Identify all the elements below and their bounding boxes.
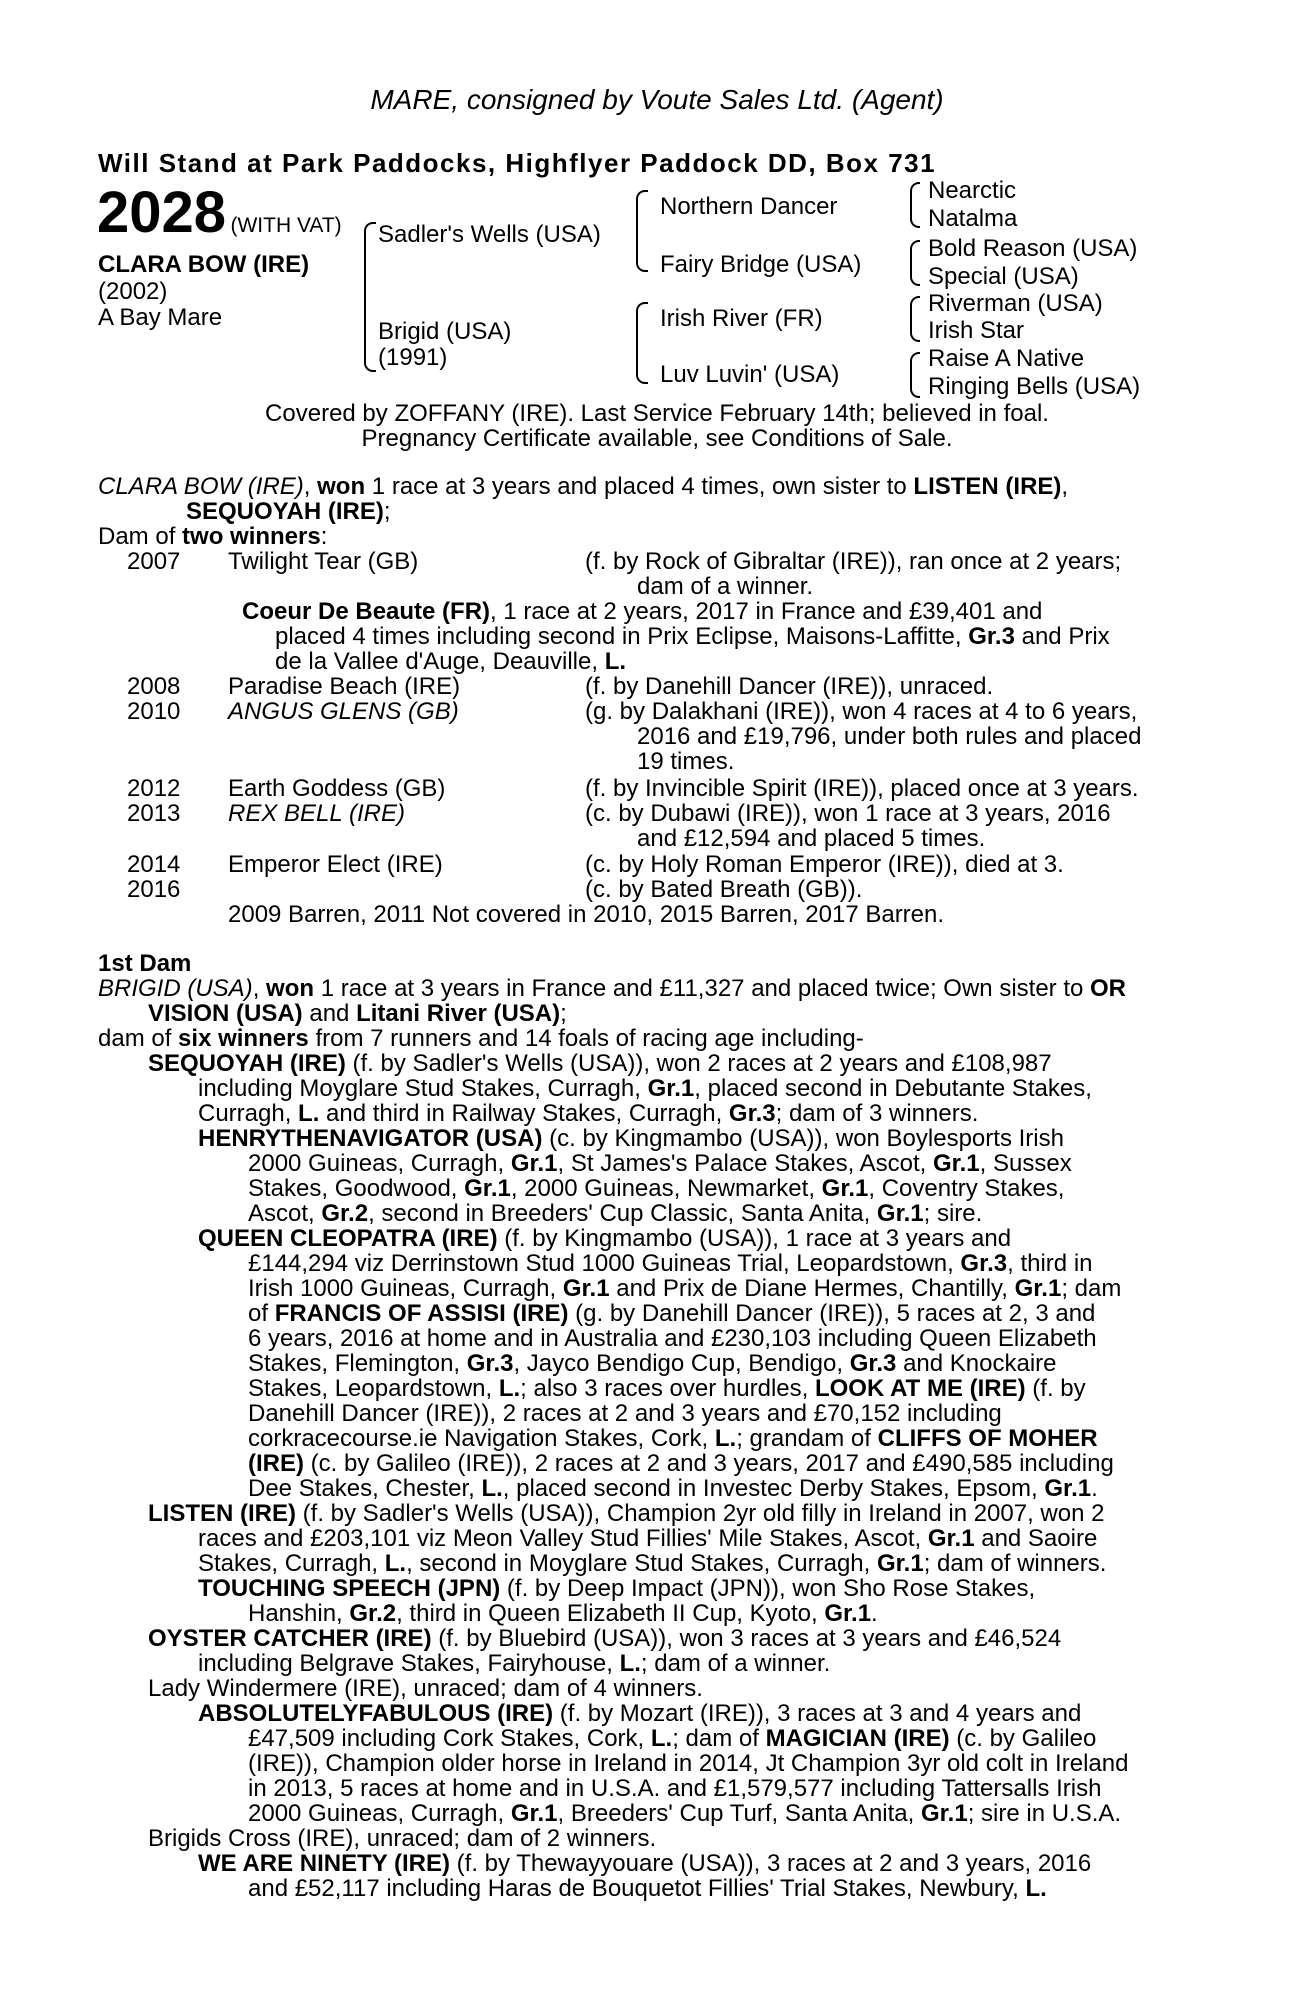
first-dam-line2 xyxy=(148,1001,567,1026)
dam-text: 1 race at 3 years in France and £11,327 and placed twice; Own sister to xyxy=(314,975,1091,1002)
entry-text: of xyxy=(248,1300,275,1327)
coeur-de-beaute xyxy=(242,599,1190,624)
pedigree-brace-ggs4-upper xyxy=(910,352,920,376)
produce-desc-cont: 19 times. xyxy=(637,748,735,775)
queen-line8: Danehill Dancer (IRE)), 2 races at 2 and 3 years and £70,152 including xyxy=(248,1400,1002,1427)
grade-badge: Gr.3 xyxy=(960,1250,1008,1277)
entry-text: ; grandam of xyxy=(736,1425,878,1452)
entry-text: . xyxy=(871,1600,878,1627)
entry-text: Stakes, Leopardstown, xyxy=(248,1375,499,1402)
absol-line4: in 2013, 5 races at home and in U.S.A. and £1,579,577 including Tattersalls Irish xyxy=(248,1775,1102,1802)
produce-year: 2008 xyxy=(127,673,181,700)
horse-bold: OYSTER CATCHER (IRE) xyxy=(148,1625,432,1652)
produce-year: 2010 xyxy=(127,698,181,725)
entry-text: ; dam of a winner. xyxy=(640,1650,831,1677)
entry-text: £144,294 viz Derrinstown Stud 1000 Guineas Trial, Leopardstown, xyxy=(248,1250,961,1277)
entry-text: (g. by Danehill Dancer (IRE)), 5 races at 2, 3 and xyxy=(568,1300,1096,1327)
entry-text: and Knockaire xyxy=(896,1350,1057,1377)
produce-desc-cont: 2016 and £19,796, under both rules and placed xyxy=(637,723,1142,750)
listed-badge: L. xyxy=(298,1100,320,1127)
horse-bold: LISTEN (IRE) xyxy=(148,1500,296,1527)
entry-text: races and £203,101 viz Meon Valley Stud Fillies' Mile Stakes, Ascot, xyxy=(198,1525,928,1552)
grade-badge: Gr.1 xyxy=(932,1150,980,1177)
punct: , xyxy=(252,975,267,1002)
entry-text: Stakes, Goodwood, xyxy=(248,1175,465,1202)
ninety-line2 xyxy=(248,1876,1047,1901)
henry-entry xyxy=(198,1126,1190,1151)
produce-desc: (f. by Rock of Gibraltar (IRE)), ran once at 2 years; xyxy=(585,548,1122,575)
grade-badge: Gr.1 xyxy=(510,1800,558,1827)
grade-badge: Gr.1 xyxy=(876,1200,924,1227)
listed-badge: L. xyxy=(650,1725,673,1752)
produce-year: 2016 xyxy=(127,876,181,903)
queen-line3 xyxy=(248,1276,1190,1301)
entry-text: (f. by Bluebird (USA)), won 3 races at 3 years and £46,524 xyxy=(431,1625,1062,1652)
pedigree-brace-upper xyxy=(364,222,376,298)
great-grandparent-8: Ringing Bells (USA) xyxy=(928,373,1141,400)
pedigree-brace-ggs1-upper xyxy=(910,182,920,206)
produce-year: 2014 xyxy=(127,851,181,878)
entry-text: ; dam of winners. xyxy=(923,1550,1107,1577)
six-winners: six winners xyxy=(178,1025,309,1052)
listed-badge: L. xyxy=(481,1475,503,1502)
dam-text: dam of xyxy=(98,1025,179,1052)
entry-text: and £52,117 including Haras de Bouquetot Fillies' Trial Stakes, Newbury, xyxy=(248,1875,1026,1902)
grade-badge: Gr.1 xyxy=(927,1525,975,1552)
listed-badge: L. xyxy=(604,648,627,675)
entry-text: , third in xyxy=(1007,1250,1093,1277)
entry-text: , Coventry Stakes, xyxy=(868,1175,1065,1202)
dam-year: (1991) xyxy=(378,344,448,371)
horse-bold: FRANCIS OF ASSISI (IRE) xyxy=(274,1300,569,1327)
queen-line10 xyxy=(248,1451,1190,1476)
pedigree-brace-sire-lower xyxy=(636,230,648,272)
entry-text: and Prix de Diane Hermes, Chantilly, xyxy=(609,1275,1015,1302)
absol-line5 xyxy=(248,1801,1121,1826)
dam-name-italic: BRIGID (USA) xyxy=(98,975,253,1002)
grade-badge: Gr.2 xyxy=(321,1200,369,1227)
entry-text: and third in Railway Stakes, Curragh, xyxy=(319,1100,729,1127)
queen-line11 xyxy=(248,1476,1098,1501)
produce-desc-cont: and £12,594 and placed 5 times. xyxy=(637,825,986,852)
pedigree-brace-ggs2-lower xyxy=(910,262,920,286)
coeur-text: , 1 race at 2 years, 2017 in France and £39,401 and xyxy=(490,598,1043,625)
grade-badge: Gr.1 xyxy=(510,1150,558,1177)
produce-desc: (c. by Bated Breath (GB)). xyxy=(585,876,863,903)
entry-text: ; dam of xyxy=(672,1725,766,1752)
entry-text: , placed second in Debutante Stakes, xyxy=(694,1075,1092,1102)
entry-text: ; dam xyxy=(1061,1275,1122,1302)
lady-windermere-entry: Lady Windermere (IRE), unraced; dam of 4 winners. xyxy=(148,1675,703,1702)
grandsire-1: Northern Dancer xyxy=(660,193,838,220)
horse-bold: WE ARE NINETY (IRE) xyxy=(198,1850,451,1877)
grade-badge: Gr.3 xyxy=(466,1350,514,1377)
pedigree-brace-ggs1-lower xyxy=(910,204,920,228)
entry-text: , second in Breeders' Cup Classic, Santa Anita, xyxy=(368,1200,877,1227)
queen-line9 xyxy=(248,1426,1190,1451)
entry-text: and Saoire xyxy=(974,1525,1098,1552)
entry-text: £47,509 including Cork Stakes, Cork, xyxy=(248,1725,651,1752)
great-grandparent-7: Raise A Native xyxy=(928,345,1085,372)
horse-name: CLARA BOW (IRE) xyxy=(98,251,310,278)
sequoyah-line2 xyxy=(198,1076,1190,1101)
grade-badge: Gr.1 xyxy=(1014,1275,1062,1302)
grandsire-4: Luv Luvin' (USA) xyxy=(660,361,840,388)
great-grandparent-2: Natalma xyxy=(928,205,1018,232)
grade-badge: Gr.1 xyxy=(464,1175,511,1202)
horse-bold: HENRYTHENAVIGATOR (USA) xyxy=(198,1125,543,1152)
produce-desc: (g. by Dalakhani (IRE)), won 4 races at 4 to 6 years, xyxy=(585,698,1138,725)
horse-bold: ABSOLUTELYFABULOUS (IRE) xyxy=(198,1700,554,1727)
dam-text: from 7 runners and 14 foals of racing age including- xyxy=(308,1025,864,1052)
entry-text: Hanshin, xyxy=(248,1600,350,1627)
grade-badge: Gr.3 xyxy=(968,623,1015,650)
produce-year: 2007 xyxy=(127,548,181,575)
produce-desc: (f. by Danehill Dancer (IRE)), unraced. xyxy=(585,673,994,700)
punct: , xyxy=(303,473,311,500)
oyster-entry xyxy=(148,1626,1190,1651)
entry-text: including Belgrave Stakes, Fairyhouse, xyxy=(198,1650,620,1677)
punct: ; xyxy=(383,498,391,525)
pedigree-brace-ggs4-lower xyxy=(910,374,920,398)
dam-of-line xyxy=(98,524,327,549)
punct: ; xyxy=(560,1000,567,1027)
grade-badge: Gr.1 xyxy=(1044,1475,1092,1502)
horse-bold: SEQUOYAH (IRE) xyxy=(148,1050,346,1077)
pedigree-brace-dam-lower xyxy=(636,342,648,384)
produce-name: REX BELL (IRE) xyxy=(228,800,405,827)
pedigree-brace-ggs3-upper xyxy=(910,296,920,320)
entry-text: (c. by Galileo (IRE)), 2 races at 2 and 3 years, 2017 and £490,585 including xyxy=(304,1450,1114,1477)
lot-block xyxy=(97,180,342,245)
produce-desc: (f. by Invincible Spirit (IRE)), placed once at 3 years. xyxy=(585,775,1139,802)
pedigree-brace-dam-upper xyxy=(636,302,648,344)
horse-year: (2002) xyxy=(98,278,168,305)
listed-badge: L. xyxy=(498,1375,521,1402)
entry-text: , third in Queen Elizabeth II Cup, Kyoto, xyxy=(396,1600,825,1627)
entry-text: ; sire in U.S.A. xyxy=(967,1800,1122,1827)
queen-line7 xyxy=(248,1376,1190,1401)
entry-text: (f. by Sadler's Wells (USA)), Champion 2yr old filly in Ireland in 2007, won 2 xyxy=(296,1500,1105,1527)
entry-text: Irish 1000 Guineas, Curragh, xyxy=(248,1275,563,1302)
sibling-name: VISION (USA) xyxy=(148,1000,303,1027)
entry-text: (c. by Kingmambo (USA)), won Boylesports Irish xyxy=(542,1125,1064,1152)
first-dam-line1 xyxy=(98,976,1206,1001)
henry-line3 xyxy=(248,1176,1190,1201)
mare-summary xyxy=(98,474,1206,499)
entry-text: Curragh, xyxy=(198,1100,299,1127)
great-grandparent-6: Irish Star xyxy=(928,317,1025,344)
entry-text: , placed second in Investec Derby Stakes, Epsom, xyxy=(502,1475,1045,1502)
entry-text: ; also 3 races over hurdles, xyxy=(520,1375,815,1402)
pedigree-brace-ggs2-upper xyxy=(910,240,920,264)
absol-line3: (IRE)), Champion older horse in Ireland in 2014, Jt Champion 3yr old colt in Ireland xyxy=(248,1750,1129,1777)
sibling-sequoyah: SEQUOYAH (IRE) xyxy=(186,498,384,525)
produce-name: Twilight Tear (GB) xyxy=(228,548,419,575)
touching-entry xyxy=(198,1576,1190,1601)
entry-text: (c. by Galileo xyxy=(949,1725,1097,1752)
sire-name: Sadler's Wells (USA) xyxy=(378,221,601,248)
grade-badge: Gr.3 xyxy=(728,1100,776,1127)
entry-text: ; sire. xyxy=(923,1200,983,1227)
produce-desc-cont: dam of a winner. xyxy=(637,573,814,600)
entry-text: , St James's Palace Stakes, Ascot, xyxy=(557,1150,933,1177)
consignor-line: MARE, consigned by Voute Sales Ltd. (Agent) xyxy=(370,84,944,115)
grandsire-3: Irish River (FR) xyxy=(660,305,823,332)
entry-text: 2000 Guineas, Curragh, xyxy=(248,1800,511,1827)
coeur-text: placed 4 times including second in Prix Eclipse, Maisons-Laffitte, xyxy=(275,623,969,650)
entry-text: , Sussex xyxy=(979,1150,1072,1177)
horse-bold: QUEEN CLEOPATRA (IRE) xyxy=(198,1225,498,1252)
pedigree-brace-ggs3-lower xyxy=(910,318,920,342)
listen-line3 xyxy=(198,1551,1106,1576)
sibling-name: OR xyxy=(1090,975,1127,1002)
grade-badge: Gr.3 xyxy=(849,1350,897,1377)
great-grandparent-1: Nearctic xyxy=(928,177,1017,204)
first-dam-line3 xyxy=(98,1026,864,1051)
entry-text: , Jayco Bendigo Cup, Bendigo, xyxy=(513,1350,850,1377)
queen-line2 xyxy=(248,1251,1190,1276)
produce-name: Emperor Elect (IRE) xyxy=(228,851,443,878)
henry-line4 xyxy=(248,1201,982,1226)
touching-line2 xyxy=(248,1601,878,1626)
entry-text: Stakes, Flemington, xyxy=(248,1350,467,1377)
dam-name: Brigid (USA) xyxy=(378,318,512,345)
barren-line: 2009 Barren, 2011 Not covered in 2010, 2015 Barren, 2017 Barren. xyxy=(228,901,945,928)
queen-line6 xyxy=(248,1351,1190,1376)
won-word: won xyxy=(317,473,366,500)
sibling-listen: LISTEN (IRE) xyxy=(913,473,1062,500)
entry-text: including Moyglare Stud Stakes, Curragh, xyxy=(198,1075,648,1102)
horse-bold: (IRE) xyxy=(248,1450,304,1477)
vat-note: (WITH VAT) xyxy=(230,214,342,237)
covered-line: Covered by ZOFFANY (IRE). Last Service February 14th; believed in foal. xyxy=(265,400,1049,427)
absol-entry xyxy=(198,1701,1190,1726)
absol-line2 xyxy=(248,1726,1190,1751)
queen-line4 xyxy=(248,1301,1190,1326)
entry-text: , Breeders' Cup Turf, Santa Anita, xyxy=(557,1800,921,1827)
grade-badge: Gr.1 xyxy=(824,1600,872,1627)
entry-text: (f. by Kingmambo (USA)), 1 race at 3 years and xyxy=(497,1225,1012,1252)
listen-entry xyxy=(148,1501,1190,1526)
horse-bold: CLIFFS OF MOHER xyxy=(877,1425,1098,1452)
coeur-name: Coeur De Beaute (FR) xyxy=(242,598,491,625)
produce-name: ANGUS GLENS (GB) xyxy=(228,698,459,725)
pedigree-brace-sire-upper xyxy=(636,190,648,232)
listed-badge: L. xyxy=(1025,1875,1047,1902)
summary-text: 1 race at 3 years and placed 4 times, own sister to xyxy=(365,473,914,500)
coeur-line2 xyxy=(275,624,1190,649)
pregnancy-line: Pregnancy Certificate available, see Conditions of Sale. xyxy=(361,425,953,452)
dam-of-text: Dam of xyxy=(98,523,183,550)
grade-badge: Gr.1 xyxy=(821,1175,869,1202)
entry-text: (f. by Sadler's Wells (USA)), won 2 races at 2 years and £108,987 xyxy=(345,1050,1052,1077)
horse-bold: MAGICIAN (IRE) xyxy=(765,1725,950,1752)
produce-name: Paradise Beach (IRE) xyxy=(228,673,461,700)
coeur-text: de la Vallee d'Auge, Deauville, xyxy=(275,648,605,675)
sequoyah-entry xyxy=(148,1051,1190,1076)
brigids-cross-entry: Brigids Cross (IRE), unraced; dam of 2 winners. xyxy=(148,1825,657,1852)
produce-year: 2013 xyxy=(127,800,181,827)
entry-text: Stakes, Curragh, xyxy=(198,1550,385,1577)
dam-text: and xyxy=(302,1000,357,1027)
great-grandparent-4: Special (USA) xyxy=(928,263,1079,290)
grade-badge: Gr.1 xyxy=(920,1800,968,1827)
produce-desc: (c. by Dubawi (IRE)), won 1 race at 3 years, 2016 xyxy=(585,800,1111,827)
grade-badge: Gr.1 xyxy=(647,1075,695,1102)
horse-bold: TOUCHING SPEECH (JPN) xyxy=(198,1575,501,1602)
entry-text: (f. by Deep Impact (JPN)), won Sho Rose Stakes, xyxy=(500,1575,1036,1602)
horse-bold: LOOK AT ME (IRE) xyxy=(814,1375,1026,1402)
entry-text: (f. by xyxy=(1025,1375,1086,1402)
oyster-line2 xyxy=(198,1651,830,1676)
listed-badge: L. xyxy=(714,1425,737,1452)
coeur-text: and Prix xyxy=(1014,623,1110,650)
produce-name: Earth Goddess (GB) xyxy=(228,775,446,802)
entry-text: , second in Moyglare Stud Stakes, Curragh, xyxy=(406,1550,877,1577)
produce-year: 2012 xyxy=(127,775,181,802)
listen-line2 xyxy=(198,1526,1190,1551)
entry-text: Dee Stakes, Chester, xyxy=(248,1475,482,1502)
grade-badge: Gr.1 xyxy=(876,1550,924,1577)
mare-name-italic: CLARA BOW (IRE) xyxy=(98,473,304,500)
two-winners: two winners xyxy=(182,523,321,550)
entry-text: Ascot, xyxy=(248,1200,322,1227)
queen-entry xyxy=(198,1226,1190,1251)
entry-text: (f. by Thewayyouare (USA)), 3 races at 2 and 3 years, 2016 xyxy=(450,1850,1092,1877)
sibling-name: Litani River (USA) xyxy=(356,1000,561,1027)
entry-text: , 2000 Guineas, Newmarket, xyxy=(510,1175,822,1202)
great-grandparent-5: Riverman (USA) xyxy=(928,290,1103,317)
horse-description: A Bay Mare xyxy=(98,304,223,331)
sequoyah-line3 xyxy=(198,1101,978,1126)
entry-text: 2000 Guineas, Curragh, xyxy=(248,1150,511,1177)
produce-desc: (c. by Holy Roman Emperor (IRE)), died at 3. xyxy=(585,851,1064,878)
punct: , xyxy=(1061,473,1069,500)
won-word: won xyxy=(266,975,315,1002)
stand-location: Will Stand at Park Paddocks, Highflyer Paddock DD, Box 731 xyxy=(98,148,937,178)
henry-line2 xyxy=(248,1151,1190,1176)
lot-number: 2028 xyxy=(97,180,227,245)
entry-text: corkracecourse.ie Navigation Stakes, Cork, xyxy=(248,1425,715,1452)
listed-badge: L. xyxy=(619,1650,641,1677)
grade-badge: Gr.1 xyxy=(562,1275,610,1302)
queen-line5: 6 years, 2016 at home and in Australia and £230,103 including Queen Elizabeth xyxy=(248,1325,1097,1352)
mare-summary-line2 xyxy=(186,499,390,524)
great-grandparent-3: Bold Reason (USA) xyxy=(928,235,1138,262)
grandsire-2: Fairy Bridge (USA) xyxy=(660,251,862,278)
entry-text: ; dam of 3 winners. xyxy=(775,1100,979,1127)
punct: : xyxy=(320,523,328,550)
entry-text: . xyxy=(1091,1475,1098,1502)
entry-text: (f. by Mozart (IRE)), 3 races at 3 and 4 years and xyxy=(553,1700,1082,1727)
listed-badge: L. xyxy=(384,1550,407,1577)
ninety-entry xyxy=(198,1851,1190,1876)
first-dam-heading: 1st Dam xyxy=(98,950,192,977)
pedigree-brace-lower xyxy=(364,296,376,372)
coeur-line3 xyxy=(275,649,626,674)
grade-badge: Gr.2 xyxy=(349,1600,397,1627)
